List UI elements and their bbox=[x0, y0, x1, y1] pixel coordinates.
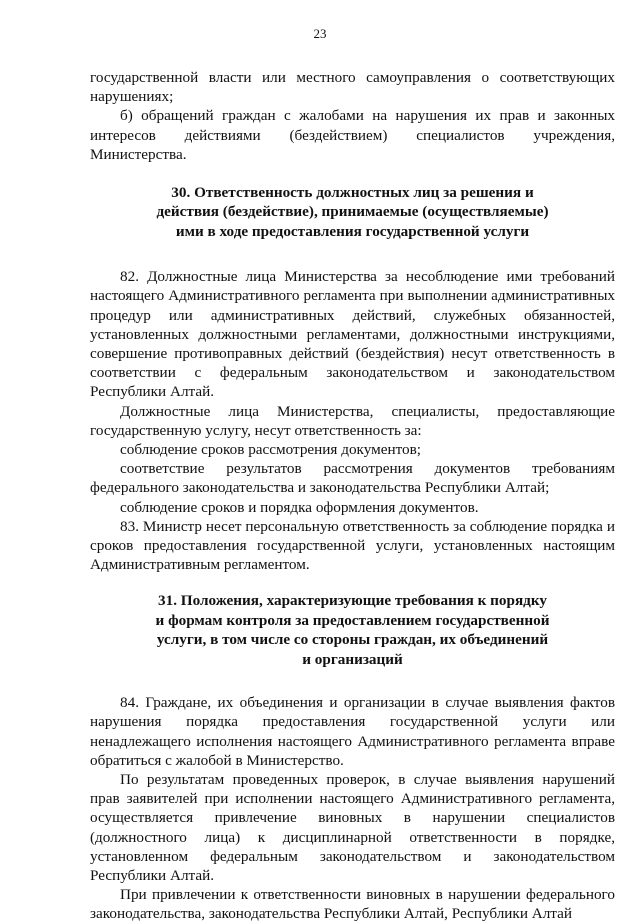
section-31-heading-line: и организаций bbox=[302, 650, 403, 668]
section-30-heading-line: действия (бездействие), принимаемые (осуществляемые) bbox=[156, 203, 549, 221]
list-item: соблюдение сроков и порядка оформления документов. bbox=[120, 498, 479, 516]
paragraph-83: 83. Министр несет персональную ответственность за соблюдение порядка и сроков предоставления государственной услуги, установленных настоящим Административным регламентом. bbox=[90, 517, 615, 574]
paragraph-item-b: б) обращений граждан с жалобами на нарушения их прав и законных интересов действиями (бездействием) специалистов учреждения, Министерства. bbox=[90, 107, 615, 163]
section-31-heading-line: услуги, в том числе со стороны граждан, их объединений bbox=[156, 631, 549, 649]
list-item: соблюдение сроков рассмотрения документов; bbox=[120, 441, 421, 459]
page-number: 23 bbox=[313, 26, 327, 41]
section-31-heading-line: 31. Положения, характеризующие требования к порядку bbox=[158, 592, 547, 610]
section-31-heading bbox=[90, 591, 615, 669]
section-30-heading bbox=[90, 183, 615, 241]
paragraph-results: По результатам проведенных проверок, в случае выявления нарушений прав заявителей при исполнении настоящего Административного регламента, осуществляется привлечение виновных в нарушении специалистов (должностного лица) к дисциплинарной ответственности в порядке, установленном федеральным законодательством и законодательством Республики Алтай. bbox=[90, 770, 615, 884]
paragraph-82: 82. Должностные лица Министерства за несоблюдение ими требований настоящего Административного регламента при выполнении административных процедур или административных действий, служебных обязанностей, установленных должностными регламентами, должностными инструкциями, совершение противоправных действий (бездействия) несут ответственность в соответствии с федеральным законодательством и законодательством Республики Алтай. bbox=[90, 268, 615, 401]
document-body bbox=[90, 68, 615, 924]
paragraph-continuation: государственной власти или местного самоуправления о соответствующих нарушениях; bbox=[90, 69, 615, 106]
section-30-heading-line: 30. Ответственность должностных лиц за решения и bbox=[171, 184, 534, 202]
list-item: соответствие результатов рассмотрения документов требованиям федерального законодательства и законодательства Республики Алтай; bbox=[90, 460, 615, 497]
section-31-heading-line: и формам контроля за предоставлением государственной bbox=[155, 611, 550, 629]
paragraph-officials: Должностные лица Министерства, специалисты, предоставляющие государственную услугу, несут ответственность за: bbox=[90, 402, 615, 439]
paragraph-last: При привлечении к ответственности виновных в нарушении федерального законодательства, законодательства Республики Алтай, Республики Алтай bbox=[90, 886, 615, 923]
section-30-heading-line: ими в ходе предоставления государственной услуги bbox=[175, 222, 530, 240]
paragraph-84: 84. Граждане, их объединения и организации в случае выявления фактов нарушения порядка предоставления государственной услуги или ненадлежащего исполнения настоящего Административного регламента вправе обратиться с жалобой в Министерство. bbox=[90, 694, 615, 769]
